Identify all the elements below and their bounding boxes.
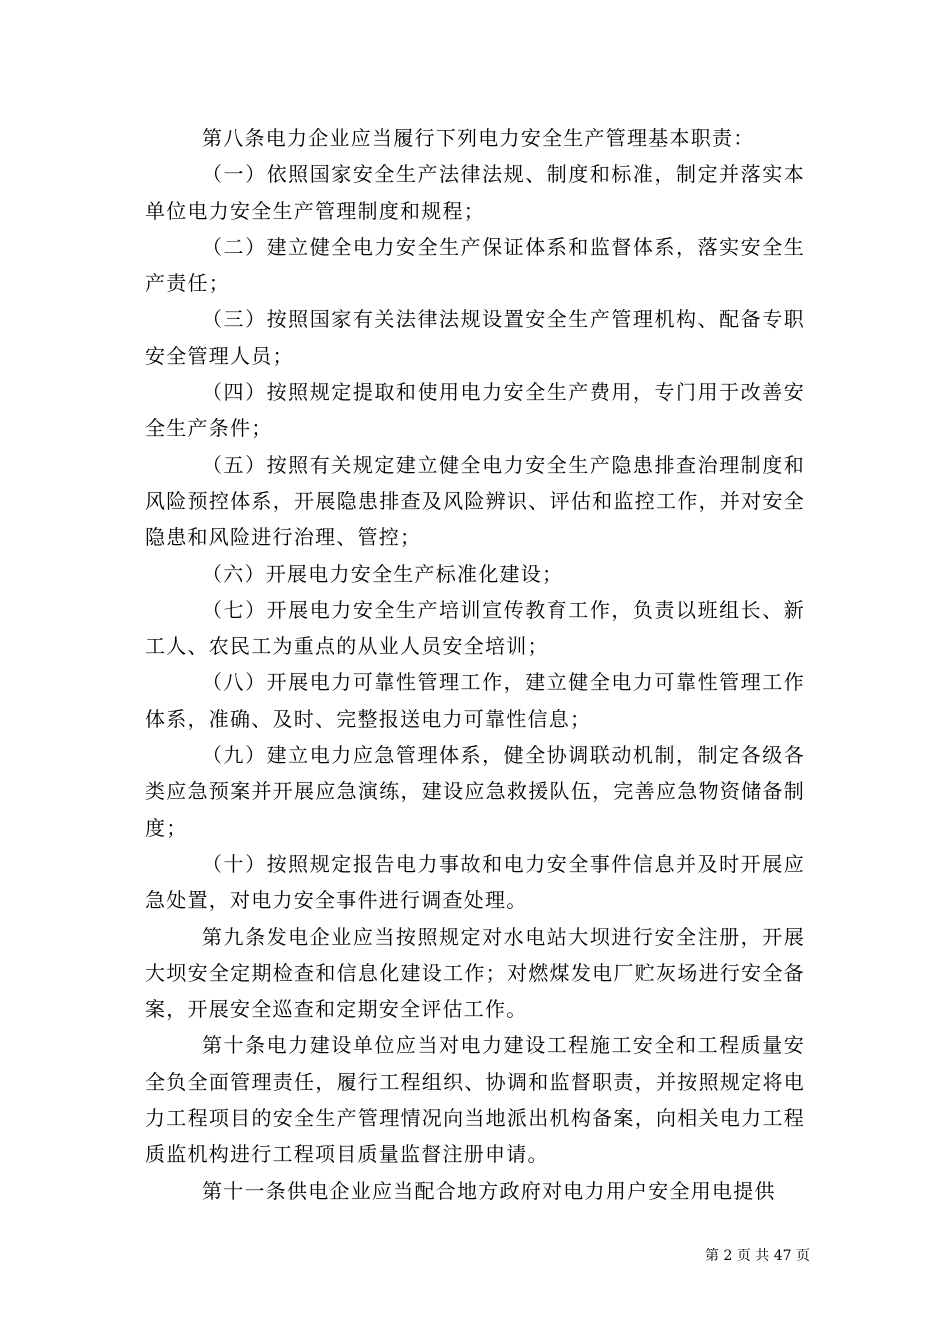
- paragraph-item-2: （二）建立健全电力安全生产保证体系和监督体系，落实安全生产责任；: [145, 234, 805, 296]
- paragraph-article-11: 第十一条供电企业应当配合地方政府对电力用户安全用电提供: [202, 1178, 776, 1203]
- paragraph-item-4: （四）按照规定提取和使用电力安全生产费用，专门用于改善安全生产条件；: [145, 380, 805, 441]
- paragraph-item-3: （三）按照国家有关法律法规设置安全生产管理机构、配备专职安全管理人员；: [145, 307, 805, 368]
- paragraph-item-7: （七）开展电力安全生产培训宣传教育工作，负责以班组长、新工人、农民工为重点的从业人员安全培训；: [145, 597, 805, 659]
- paragraph-item-9: （九）建立电力应急管理体系，健全协调联动机制，制定各级各类应急预案并开展应急演练，建设应急救援队伍，完善应急物资储备制度；: [145, 743, 805, 840]
- paragraph-item-1: （一）依照国家安全生产法律法规、制度和标准，制定并落实本单位电力安全生产管理制度和规程；: [145, 162, 805, 223]
- paragraph-article-10: 第十条电力建设单位应当对电力建设工程施工安全和工程质量安全负全面管理责任，履行工程组织、协调和监督职责，并按照规定将电力工程项目的安全生产管理情况向当地派出机构备案，向相关电力工程质监机构进行工程项目质量监督注册申请。: [145, 1033, 805, 1167]
- paragraph-item-8: （八）开展电力可靠性管理工作，建立健全电力可靠性管理工作体系，准确、及时、完整报送电力可靠性信息；: [145, 670, 805, 731]
- page-number-footer: 第 2 页 共 47 页: [705, 1248, 810, 1264]
- paragraph-item-6: （六）开展电力安全生产标准化建设；: [202, 561, 564, 586]
- document-body: [145, 120, 805, 1209]
- paragraph-item-10: （十）按照规定报告电力事故和电力安全事件信息并及时开展应急处置，对电力安全事件进行调查处理。: [145, 851, 805, 913]
- paragraph-article-8: 第八条电力企业应当履行下列电力安全生产管理基本职责：: [202, 126, 755, 150]
- paragraph-item-5: （五）按照有关规定建立健全电力安全生产隐患排查治理制度和风险预控体系，开展隐患排查及风险辨识、评估和监控工作，并对安全隐患和风险进行治理、管控；: [145, 452, 805, 550]
- paragraph-article-9: 第九条发电企业应当按照规定对水电站大坝进行安全注册，开展大坝安全定期检查和信息化建设工作；对燃煤发电厂贮灰场进行安全备案，开展安全巡查和定期安全评估工作。: [145, 924, 805, 1022]
